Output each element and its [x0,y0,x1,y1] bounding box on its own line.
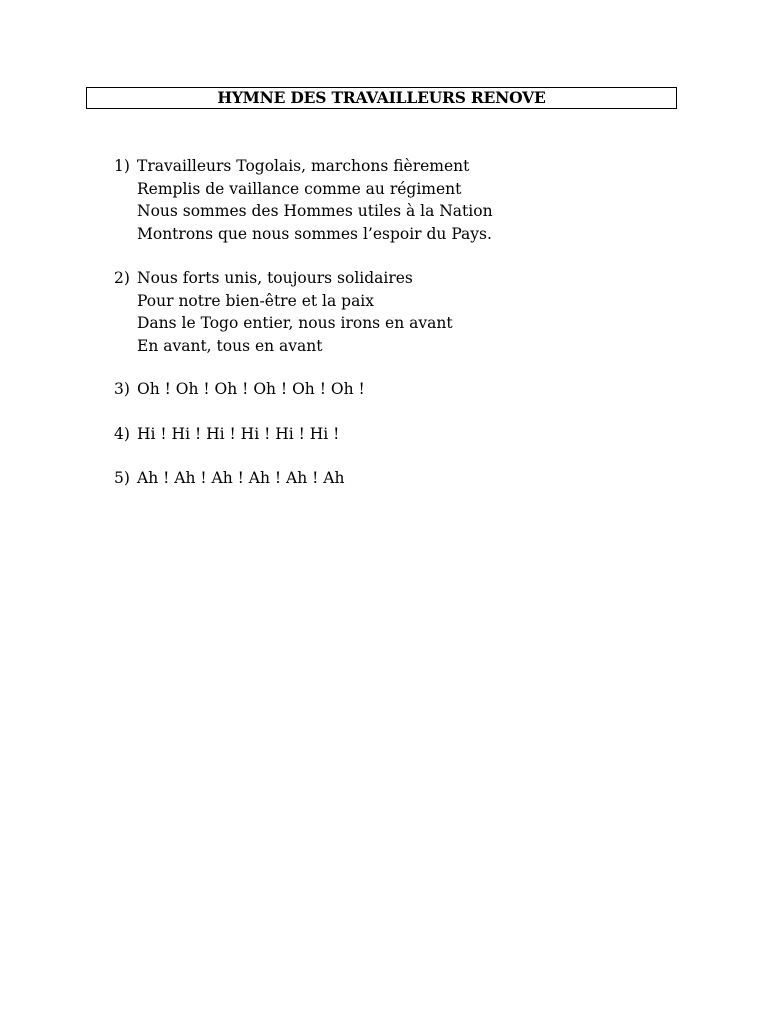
verse-line: Dans le Togo entier, nous irons en avant [137,314,453,332]
verse-line: Nous sommes des Hommes utiles à la Nation [137,202,493,220]
verse-number: 4) [114,425,130,443]
verse-number: 5) [114,469,130,487]
verse-line: Travailleurs Togolais, marchons fièrement [137,157,470,175]
verse-number: 1) [114,157,130,175]
verse-number: 2) [114,269,130,287]
document-title: HYMNE DES TRAVAILLEURS RENOVE [217,88,546,107]
verse-line: Nous forts unis, toujours solidaires [137,269,413,287]
verse-lines [137,423,339,446]
verse-5 [114,467,344,490]
verse-line: Pour notre bien-être et la paix [137,291,375,310]
verse-line: En avant, tous en avant [137,336,323,355]
verse-line: Montrons que nous sommes l’espoir du Pays. [137,224,492,243]
verse-1 [114,155,493,245]
verse-line: Remplis de vaillance comme au régiment [137,179,462,198]
verse-2 [114,267,453,357]
verse-number: 3) [114,380,130,398]
verse-3 [114,378,365,401]
verse-line: Hi ! Hi ! Hi ! Hi ! Hi ! Hi ! [137,425,340,443]
verse-line: Oh ! Oh ! Oh ! Oh ! Oh ! Oh ! [137,380,365,398]
verse-4 [114,423,339,446]
verse-lines [137,378,365,401]
verse-line: Ah ! Ah ! Ah ! Ah ! Ah ! Ah [137,469,345,487]
verse-lines [137,155,493,245]
verse-lines [137,467,344,490]
title-box [86,87,677,109]
verse-lines [137,267,453,357]
